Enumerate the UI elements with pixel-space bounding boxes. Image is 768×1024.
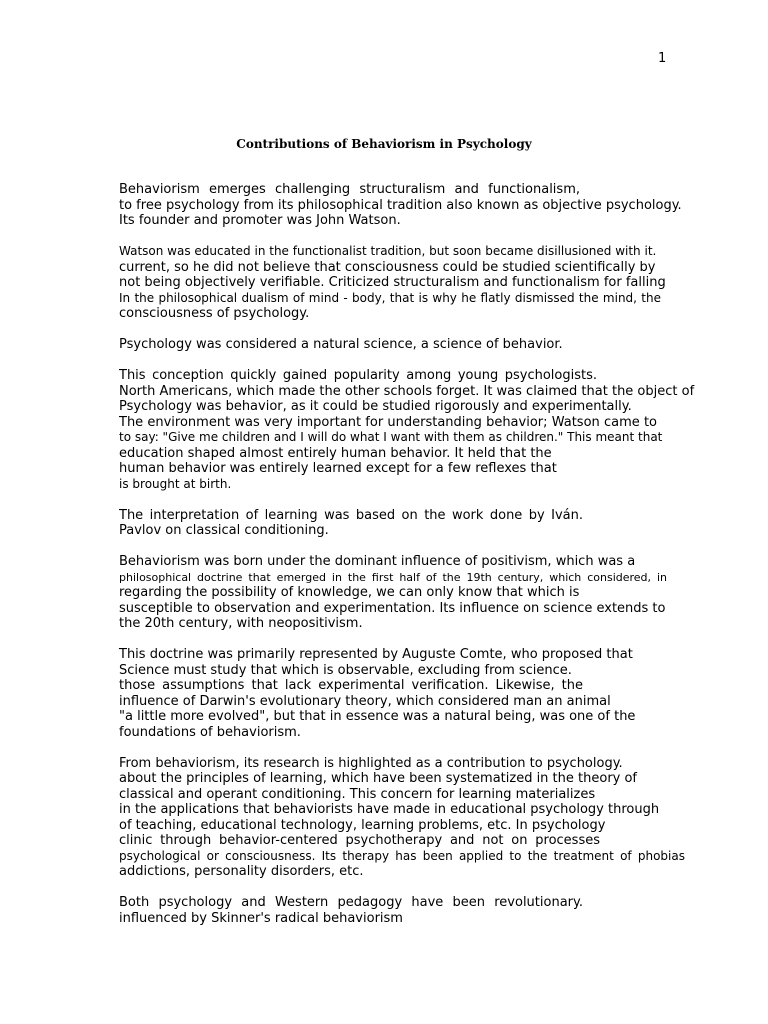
text-line: Its founder and promoter was John Watson. [119,213,401,228]
text-line: Both psychology and Western pedagogy have been revolutionary. [119,895,583,910]
text-line: Behaviorism emerges challenging structuralism and functionalism, [119,182,580,197]
text-line: In the philosophical dualism of mind - body, that is why he flatly dismissed the mind, the [119,290,661,305]
text-line: psychological or consciousness. Its therapy has been applied to the treatment of phobias [119,848,685,863]
paragraph [119,647,689,740]
text-line: education shaped almost entirely human behavior. It held that the [119,445,552,461]
paragraph [119,895,689,926]
text-line: those assumptions that lack experimental verification. Likewise, the [119,678,583,693]
text-line: The environment was very important for understanding behavior; Watson came to [119,414,657,430]
text-line: human behavior was entirely learned except for a few reflexes that [119,461,557,476]
text-line: consciousness of psychology. [119,306,310,321]
text-line: susceptible to observation and experimentation. Its influence on science extends to [119,600,666,616]
text-line: This doctrine was primarily represented by Auguste Comte, who proposed that [119,647,633,662]
text-line: about the principles of learning, which have been systematized in the theory of [119,771,638,786]
text-line: the 20th century, with neopositivism. [119,616,363,631]
paragraph [119,182,689,229]
paragraph [119,756,689,880]
text-line: regarding the possibility of knowledge, we can only know that which is [119,585,580,600]
text-line: philosophical doctrine that emerged in the first half of the 19th century, which considered, in [119,570,667,584]
text-line: addictions, personality disorders, etc. [119,864,364,879]
text-line: classical and operant conditioning. This concern for learning materializes [119,786,596,802]
paragraph [119,554,689,632]
text-line: Behaviorism was born under the dominant influence of positivism, which was a [119,554,636,569]
paragraph [119,337,689,353]
text-line: Psychology was behavior, as it could be studied rigorously and experimentally. [119,399,632,414]
text-line: in the applications that behaviorists have made in educational psychology through [119,802,660,817]
text-line: This conception quickly gained popularity among young psychologists. [119,368,597,383]
document-body [119,182,695,942]
document-title: Contributions of Behaviorism in Psychology [236,137,532,151]
text-line: not being objectively verifiable. Criticized structuralism and functionalism for falling [119,275,666,290]
text-line: to free psychology from its philosophical tradition also known as objective psychology. [119,197,682,213]
paragraph [119,244,689,322]
text-line: clinic through behavior-centered psychotherapy and not on processes [119,833,600,848]
text-line: influenced by Skinner's radical behaviorism [119,910,403,926]
page-number: 1 [658,51,667,66]
text-line: "a little more evolved", but that in essence was a natural being, was one of the [119,709,636,724]
paragraph [119,508,689,539]
paragraph [119,368,695,492]
text-line: of teaching, educational technology, learning problems, etc. In psychology [119,817,606,833]
text-line: current, so he did not believe that consciousness could be studied scientifically by [119,259,656,275]
text-line: influence of Darwin's evolutionary theory, which considered man an animal [119,693,611,709]
text-line: From behaviorism, its research is highlighted as a contribution to psychology. [119,755,623,771]
text-line: North Americans, which made the other schools forget. It was claimed that the object of [119,383,695,399]
text-line: foundations of behaviorism. [119,724,301,740]
text-line: is brought at birth. [119,476,232,491]
text-line: The interpretation of learning was based on the work done by Iván. [119,507,583,523]
text-line: Pavlov on classical conditioning. [119,523,329,538]
text-line: Science must study that which is observable, excluding from science. [119,662,572,678]
text-line: Watson was educated in the functionalist tradition, but soon became disillusioned with it. [119,244,657,258]
text-line: to say: "Give me children and I will do what I want with them as children." This meant that [119,430,663,444]
text-line: Psychology was considered a natural science, a science of behavior. [119,337,563,352]
